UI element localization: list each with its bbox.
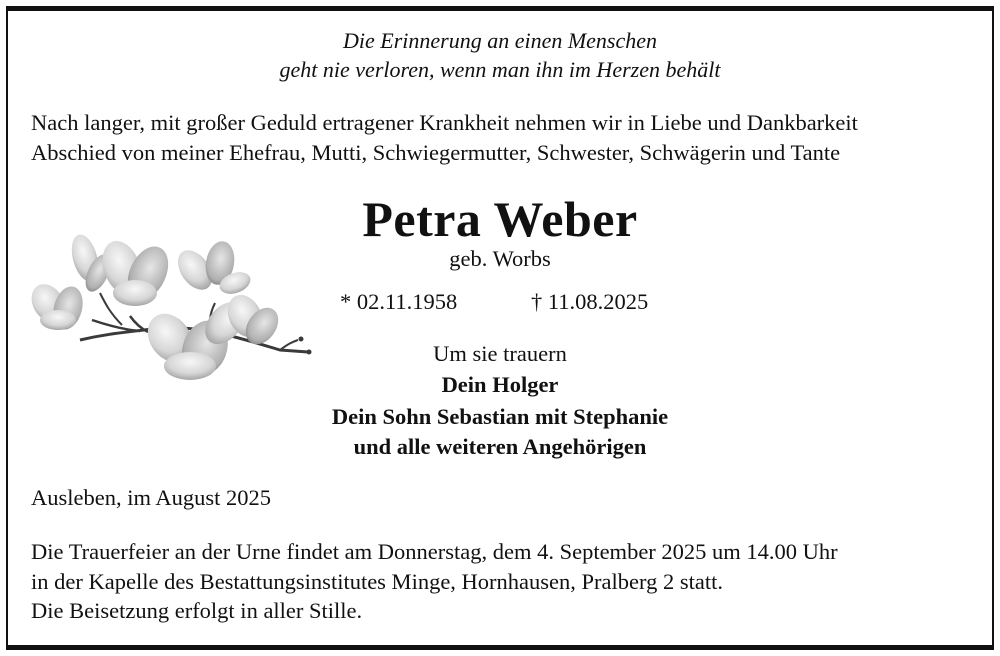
birth-date: * 02.11.1958 (340, 289, 458, 314)
mourners-heading: Um sie trauern (433, 341, 567, 366)
death-date: † 11.08.2025 (531, 289, 649, 314)
place-date: Ausleben, im August 2025 (31, 485, 271, 510)
motto-line-1: Die Erinnerung an einen Menschen (342, 28, 658, 53)
mourner-line-3: und alle weiteren Angehörigen (353, 434, 647, 459)
mourner-line-1: Dein Holger (441, 372, 559, 397)
funeral-line-3: Die Beisetzung erfolgt in aller Stille. (31, 598, 363, 623)
motto-line-2: geht nie verloren, wenn man ihn im Herzen behält (279, 57, 721, 82)
funeral-line-2: in der Kapelle des Bestattungsinstitutes Minge, Hornhausen, Pralberg 2 statt. (31, 569, 723, 594)
deceased-name: Petra Weber (362, 191, 638, 247)
funeral-line-1: Die Trauerfeier an der Urne findet am Donnerstag, dem 4. September 2025 um 14.00 Uhr (31, 539, 838, 564)
intro-line-2: Abschied von meiner Ehefrau, Mutti, Schwiegermutter, Schwester, Schwägerin und Tante (31, 140, 841, 165)
mourner-line-2: Dein Sohn Sebastian mit Stephanie (331, 404, 669, 429)
birth-name: geb. Worbs (449, 246, 551, 271)
intro-line-1: Nach langer, mit großer Geduld ertragener Krankheit nehmen wir in Liebe und Dankbarkeit (31, 110, 858, 135)
